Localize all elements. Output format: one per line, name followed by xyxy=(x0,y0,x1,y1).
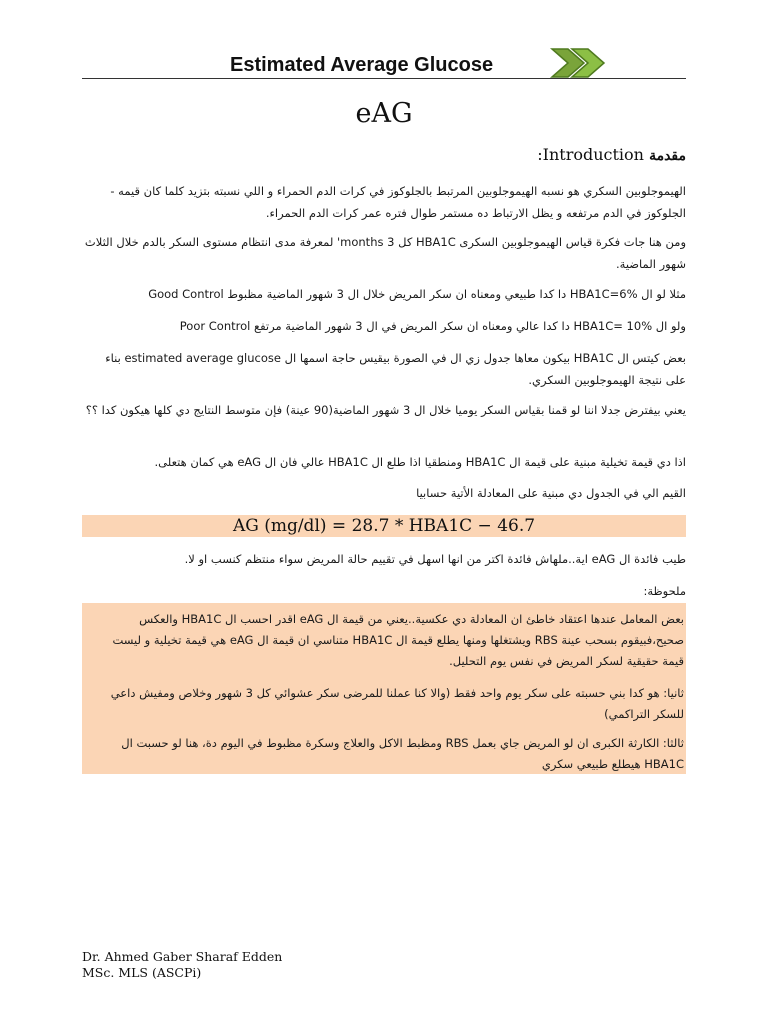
paragraph-poor-control: ولو ال HBA1C= 10% دا كدا عالي ومعناه ان سكر المريض في ال 3 شهور الماضية مرتفع Poor Control xyxy=(179,319,686,333)
page-header xyxy=(82,48,686,79)
note-third: ثالثا: الكارثة الكبرى ان لو المريض جاي بعمل RBS ومظبط الاكل والعلاج وسكرة مظبوط في اليوم دة، هنا لو حسبت ال HBA1C هيطلع طبيعي سكري xyxy=(121,736,684,771)
notes-label: ملحوظة: xyxy=(643,584,686,598)
author-name: Dr. Ahmed Gaber Sharaf Edden xyxy=(82,949,283,964)
note-first: بعض المعامل عندها اعتقاد خاطئ ان المعادلة دي عكسية..يعني من قيمة ال eAG اقدر احسب ال HBA1C والعكس صحيح،فبيقوم بسحب عينة RBS ويشتغلها ومنها يطلع قيمة ال HBA1C متناسي ان قيمة ال eAG هي قيمة تخيلية و ليست قيمة حقيقية لسكر المريض في نفس يوم التحليل. xyxy=(112,612,684,668)
document-title: eAG xyxy=(355,98,413,129)
paragraph-definition: الهيموجلوبين السكري هو نسبه الهيموجلوبين المرتبط بالجلوكوز في كرات الدم الحمراء و اللي نسبته بتزيد كلما كان قيمه - الجلوكوز في الدم مرتفعه و يظل الارتباط ده مستمر طوال فتره عمر كرات الدم الحمراء. xyxy=(110,184,686,220)
intro-heading xyxy=(537,145,686,164)
author-credentials: MSc. MLS (ASCPi) xyxy=(82,965,202,980)
intro-heading-en: Introduction: xyxy=(537,145,644,164)
double-chevron-icon xyxy=(550,47,622,79)
paragraph-idea: ومن هنا جات فكرة قياس الهيموجلوبين السكرى HBA1C كل 3 months' لمعرفة مدى انتظام مستوى السكر بالدم خلال الثلاث شهور الماضية. xyxy=(84,235,686,271)
eag-formula: AG (mg/dl) = 28.7 * HBA1C − 46.7 xyxy=(82,515,686,537)
paragraph-benefit: طيب فائدة ال eAG اية..ملهاش فائدة اكتر من انها اسهل في تقييم حالة المريض سواء منتظم كنسب او لا. xyxy=(184,552,686,566)
footer xyxy=(82,949,282,981)
paragraph-equation-intro: القيم الي في الجدول دي مبنية على المعادلة الأتية حسابيا xyxy=(416,486,686,500)
paragraph-assumption: يعني بيفترض جدلا اننا لو قمنا بقياس السكر يوميا خلال ال 3 شهور الماضية(90 عينة) فإن متوسط النتايج دي كلها هيكون كدا ؟؟ xyxy=(85,403,686,417)
header-title: Estimated Average Glucose xyxy=(230,54,494,76)
paragraph-imaginary: اذا دي قيمة تخيلية مبنية على قيمة ال HBA1C ومنطقيا اذا طلع ال HBA1C عالي فان ال eAG هي كمان هتعلى. xyxy=(154,455,686,469)
notes-box xyxy=(82,603,686,774)
intro-heading-ar: مقدمة xyxy=(649,148,686,164)
note-second: ثانيا: هو كدا بني حسبته على سكر يوم واحد فقط (والا كنا عملنا للمرضى سكر عشوائي كل 3 شهور وخلاص ومفيش داعي للسكر التراكمي) xyxy=(110,686,684,721)
paragraph-good-control: مثلا لو ال HBA1C=6% دا كدا طبيعي ومعناه ان سكر المريض خلال ال 3 شهور الماضية مظبوط Good Control xyxy=(148,287,686,301)
paragraph-kits: بعض كيتس ال HBA1C بيكون معاها جدول زي ال في الصورة بيقيس حاجة اسمها ال estimated average glucose بناء على نتيجة الهيموجلوبين السكري. xyxy=(105,351,686,387)
